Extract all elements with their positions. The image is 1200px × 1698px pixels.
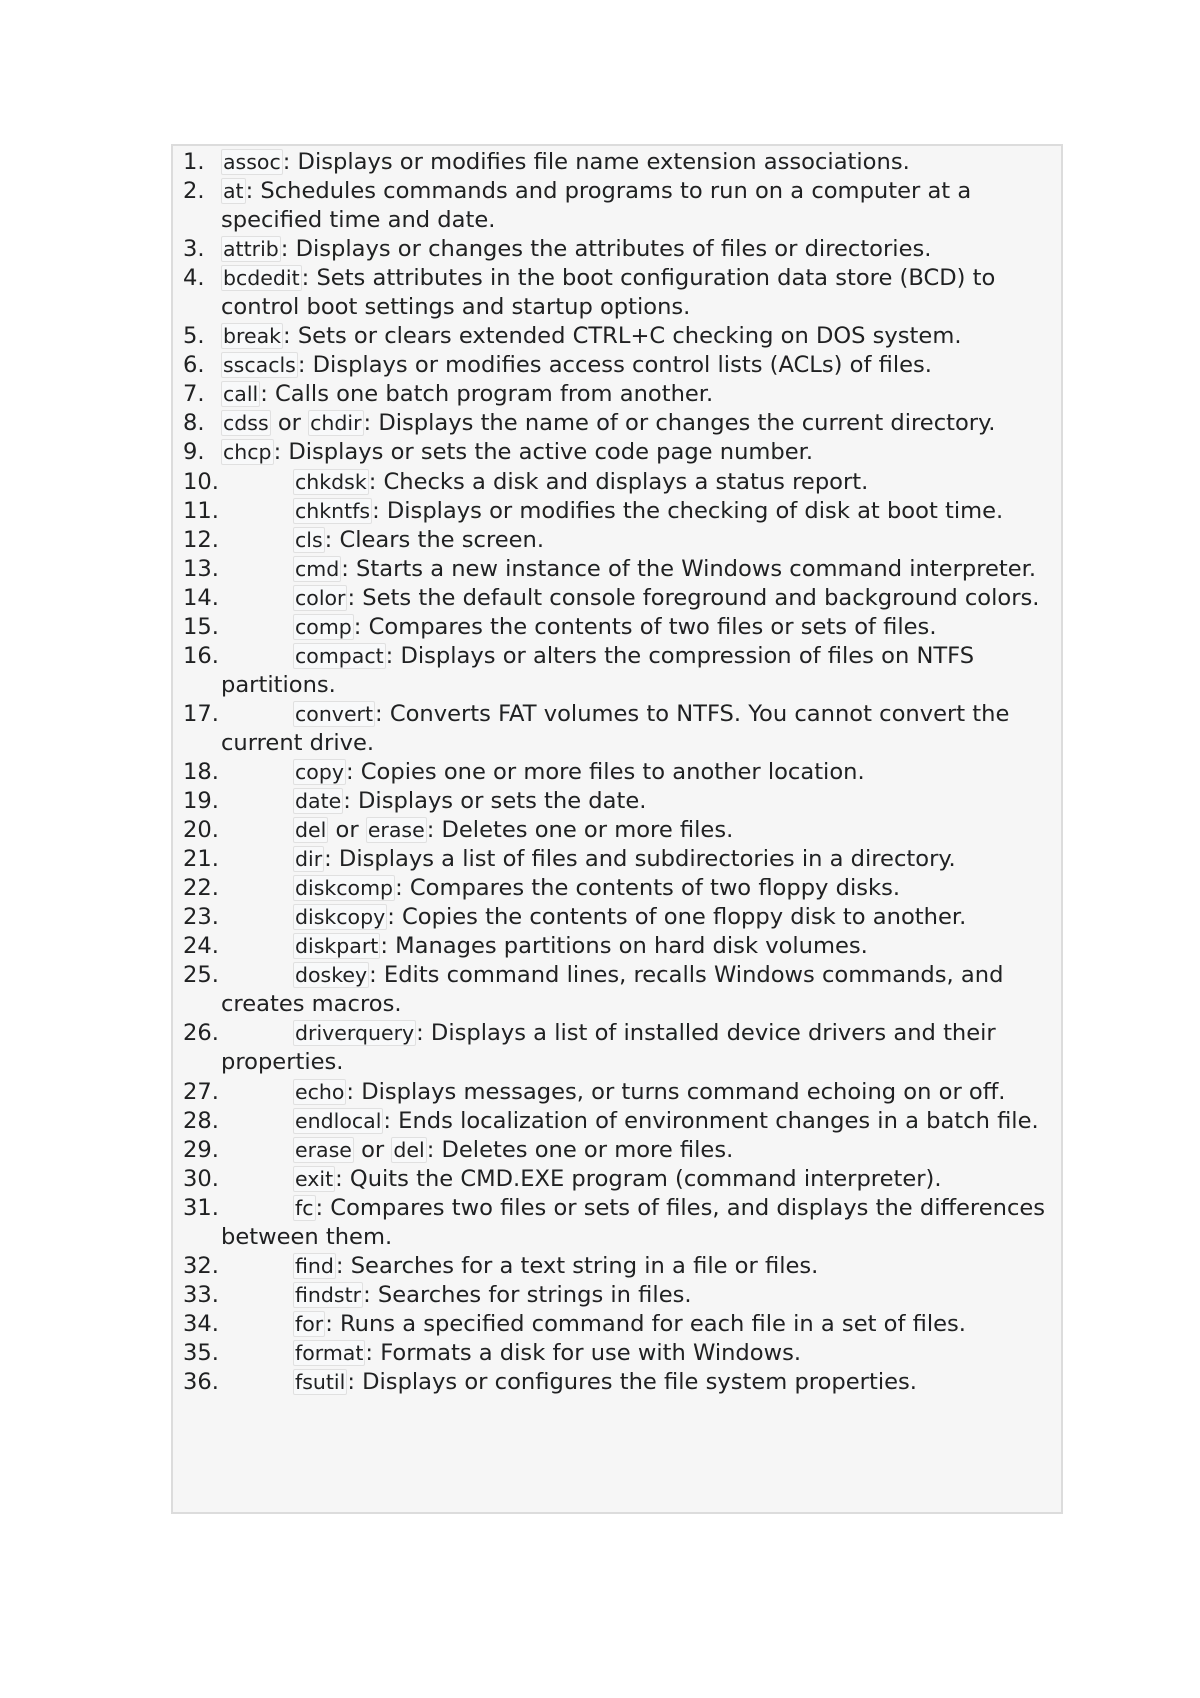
list-item <box>183 380 1057 409</box>
command-description: : Compares the contents of two files or sets of files. <box>353 613 937 640</box>
list-item-number: 32. <box>183 1252 219 1279</box>
list-item-number: 21. <box>183 846 219 873</box>
command-name: break <box>223 324 282 349</box>
list-item-text <box>221 1136 1057 1165</box>
command-description: : Schedules commands and programs to run on a computer at a specified time and date. <box>221 178 972 234</box>
list-item <box>183 1078 1057 1107</box>
list-item <box>183 438 1057 467</box>
list-item-number: 31. <box>183 1194 219 1221</box>
list-item-number: 26. <box>183 1020 219 1047</box>
command-description: : Sets attributes in the boot configuration data store (BCD) to control boot settings and startup options. <box>221 265 996 321</box>
list-item-text <box>221 468 1057 497</box>
command-description: : Displays or modifies access control lists (ACLs) of files. <box>297 352 932 379</box>
list-item-text <box>221 1019 1057 1077</box>
list-item-number: 17. <box>183 700 219 727</box>
list-item-number: 8. <box>183 410 205 437</box>
command-name: exit <box>295 1166 334 1191</box>
list-item-number: 30. <box>183 1165 219 1192</box>
list-item-text <box>221 235 1057 264</box>
command-description: : Searches for strings in files. <box>363 1281 692 1308</box>
command-name: bcdedit <box>223 266 300 291</box>
list-item-text <box>221 1339 1057 1368</box>
list-item <box>183 1165 1057 1194</box>
list-item <box>183 526 1057 555</box>
list-item-number: 19. <box>183 788 219 815</box>
list-item <box>183 1339 1057 1368</box>
list-item-number: 1. <box>183 149 205 175</box>
command-description: : Edits command lines, recalls Windows commands, and creates macros. <box>221 962 1004 1018</box>
list-item <box>183 148 1057 177</box>
command-description: : Calls one batch program from another. <box>260 381 714 408</box>
command-description: : Displays or sets the date. <box>343 788 647 815</box>
command-name: attrib <box>223 237 279 262</box>
command-name: cls <box>295 527 323 552</box>
command-description: : Displays a list of installed device drivers and their properties. <box>221 1020 996 1076</box>
list-item <box>183 1107 1057 1136</box>
list-item <box>183 613 1057 642</box>
list-item-number: 33. <box>183 1281 219 1308</box>
list-item-text <box>221 1281 1057 1310</box>
command-description: : Displays or sets the active code page number. <box>273 439 814 466</box>
list-item-text <box>221 497 1057 526</box>
command-name: at <box>223 179 244 204</box>
command-description: : Copies one or more files to another location. <box>345 758 865 785</box>
list-item-number: 28. <box>183 1107 219 1134</box>
command-name: doskey <box>295 963 368 988</box>
command-name: fc <box>295 1195 314 1220</box>
command-description: : Sets the default console foreground and background colors. <box>347 584 1040 611</box>
list-item <box>183 1310 1057 1339</box>
list-item <box>183 1019 1057 1077</box>
list-item-number: 14. <box>183 584 219 611</box>
list-item-text <box>221 1310 1057 1339</box>
list-item <box>183 1194 1057 1252</box>
command-description: : Manages partitions on hard disk volumes. <box>380 933 868 960</box>
command-description: : Displays the name of or changes the current directory. <box>363 410 996 437</box>
command-name: diskcomp <box>295 876 394 901</box>
command-description: : Clears the screen. <box>324 526 545 553</box>
list-item-text <box>221 700 1057 758</box>
list-item-text <box>221 526 1057 555</box>
list-item <box>183 1281 1057 1310</box>
list-item-number: 13. <box>183 555 219 582</box>
command-name: sscacls <box>223 353 296 378</box>
command-list <box>183 148 1057 1397</box>
command-description: : Quits the CMD.EXE program (command interpreter). <box>335 1165 942 1192</box>
list-item-text <box>221 584 1057 613</box>
list-item-text <box>221 845 1057 874</box>
command-description: : Compares the contents of two floppy disks. <box>395 875 901 902</box>
command-description: : Copies the contents of one floppy disk to another. <box>387 904 967 931</box>
command-name: del <box>393 1137 425 1162</box>
list-item-text <box>221 322 1057 351</box>
command-name: diskcopy <box>295 905 386 930</box>
list-item <box>183 409 1057 438</box>
command-description: : Searches for a text string in a file or files. <box>335 1252 819 1279</box>
command-name: convert <box>295 701 374 726</box>
list-item <box>183 874 1057 903</box>
command-joiner: or <box>270 410 309 437</box>
list-item <box>183 322 1057 351</box>
list-item-number: 25. <box>183 962 219 989</box>
list-item-number: 6. <box>183 352 205 379</box>
list-item-number: 3. <box>183 236 205 263</box>
command-description: : Starts a new instance of the Windows command interpreter. <box>341 555 1037 582</box>
list-item-number: 27. <box>183 1078 219 1105</box>
command-name: chdir <box>310 411 362 436</box>
command-name: endlocal <box>295 1108 382 1133</box>
list-item-number: 24. <box>183 933 219 960</box>
list-item-text <box>221 148 1057 177</box>
list-item <box>183 1252 1057 1281</box>
list-item-number: 36. <box>183 1368 219 1395</box>
command-joiner: or <box>328 817 366 844</box>
command-description: : Converts FAT volumes to NTFS. You cannot convert the current drive. <box>221 700 1010 756</box>
command-name: copy <box>295 759 344 784</box>
command-name: echo <box>295 1079 345 1104</box>
command-name: del <box>295 818 327 843</box>
list-item-text <box>221 613 1057 642</box>
command-name: compact <box>295 643 384 668</box>
list-item-text <box>221 351 1057 380</box>
command-name: erase <box>295 1137 352 1162</box>
command-name: date <box>295 789 342 814</box>
list-item-text <box>221 874 1057 903</box>
list-item-number: 22. <box>183 875 219 902</box>
command-name: format <box>295 1340 364 1365</box>
list-item-number: 16. <box>183 642 219 669</box>
list-item-number: 7. <box>183 381 205 408</box>
command-name: fsutil <box>295 1369 346 1394</box>
command-description: : Formats a disk for use with Windows. <box>365 1339 802 1366</box>
list-item <box>183 584 1057 613</box>
list-item-number: 34. <box>183 1310 219 1337</box>
list-item <box>183 642 1057 700</box>
list-item-number: 4. <box>183 265 205 292</box>
command-description: : Compares two files or sets of files, and displays the differences between them. <box>221 1194 1046 1250</box>
list-item <box>183 758 1057 787</box>
list-item-text <box>221 932 1057 961</box>
command-description: : Deletes one or more files. <box>426 817 734 844</box>
command-description: : Deletes one or more files. <box>426 1136 734 1163</box>
list-item-text <box>221 1252 1057 1281</box>
list-item-text <box>221 787 1057 816</box>
list-item-text <box>221 1078 1057 1107</box>
list-item-text <box>221 1107 1057 1136</box>
list-item-text <box>221 1368 1057 1397</box>
command-description: : Displays or modifies file name extension associations. <box>282 149 910 175</box>
list-item <box>183 932 1057 961</box>
list-item-number: 10. <box>183 468 219 495</box>
list-item-text <box>221 1194 1057 1252</box>
list-item <box>183 700 1057 758</box>
list-item-number: 23. <box>183 904 219 931</box>
command-list-panel <box>171 144 1063 1514</box>
list-item <box>183 816 1057 845</box>
list-item-number: 35. <box>183 1339 219 1366</box>
list-item <box>183 1136 1057 1165</box>
command-name: assoc <box>223 150 281 174</box>
list-item <box>183 845 1057 874</box>
list-item-number: 20. <box>183 817 219 844</box>
list-item <box>183 177 1057 235</box>
list-item-text <box>221 438 1057 467</box>
command-name: color <box>295 585 346 610</box>
list-item-text <box>221 816 1057 845</box>
list-item <box>183 1368 1057 1397</box>
command-name: cdss <box>223 411 269 436</box>
list-item-text <box>221 961 1057 1019</box>
command-name: for <box>295 1311 324 1336</box>
command-description: : Runs a specified command for each file in a set of files. <box>325 1310 966 1337</box>
list-item-number: 18. <box>183 758 219 785</box>
command-description: : Displays a list of files and subdirectories in a directory. <box>324 846 956 873</box>
list-item-number: 15. <box>183 613 219 640</box>
command-description: : Displays or configures the file system properties. <box>347 1368 917 1395</box>
list-item-number: 9. <box>183 439 205 466</box>
list-item-number: 29. <box>183 1136 219 1163</box>
command-name: comp <box>295 614 352 639</box>
command-description: : Displays or changes the attributes of files or directories. <box>280 236 932 263</box>
command-name: dir <box>295 847 323 872</box>
list-item-text <box>221 758 1057 787</box>
command-description: : Displays messages, or turns command echoing on or off. <box>346 1078 1006 1105</box>
list-item <box>183 264 1057 322</box>
list-item <box>183 497 1057 526</box>
command-description: : Ends localization of environment changes in a batch file. <box>383 1107 1039 1134</box>
list-item-text <box>221 177 1057 235</box>
command-name: driverquery <box>295 1021 415 1046</box>
list-item-number: 12. <box>183 526 219 553</box>
command-description: : Checks a disk and displays a status report. <box>368 468 869 495</box>
command-name: erase <box>367 818 425 843</box>
list-item <box>183 903 1057 932</box>
list-item-text <box>221 380 1057 409</box>
list-item-text <box>221 1165 1057 1194</box>
list-item-text <box>221 642 1057 700</box>
list-item-text <box>221 555 1057 584</box>
list-item-number: 5. <box>183 323 205 350</box>
list-item <box>183 787 1057 816</box>
command-description: : Displays or modifies the checking of disk at boot time. <box>372 497 1004 524</box>
command-name: diskpart <box>295 934 379 959</box>
list-item-text <box>221 264 1057 322</box>
list-item <box>183 961 1057 1019</box>
command-description: : Sets or clears extended CTRL+C checking on DOS system. <box>283 323 962 350</box>
command-joiner: or <box>353 1136 392 1163</box>
list-item-text <box>221 409 1057 438</box>
command-name: chkdsk <box>295 469 367 494</box>
command-name: findstr <box>295 1282 362 1307</box>
list-item-text <box>221 903 1057 932</box>
command-name: cmd <box>295 556 340 581</box>
command-name: chkntfs <box>295 498 371 523</box>
list-item <box>183 235 1057 264</box>
list-item <box>183 351 1057 380</box>
command-name: chcp <box>223 440 272 465</box>
list-item-number: 11. <box>183 497 219 524</box>
list-item-number: 2. <box>183 178 205 205</box>
command-description: : Displays or alters the compression of files on NTFS partitions. <box>221 642 975 698</box>
command-name: call <box>223 382 259 407</box>
list-item <box>183 468 1057 497</box>
list-item <box>183 555 1057 584</box>
command-name: find <box>295 1253 334 1278</box>
